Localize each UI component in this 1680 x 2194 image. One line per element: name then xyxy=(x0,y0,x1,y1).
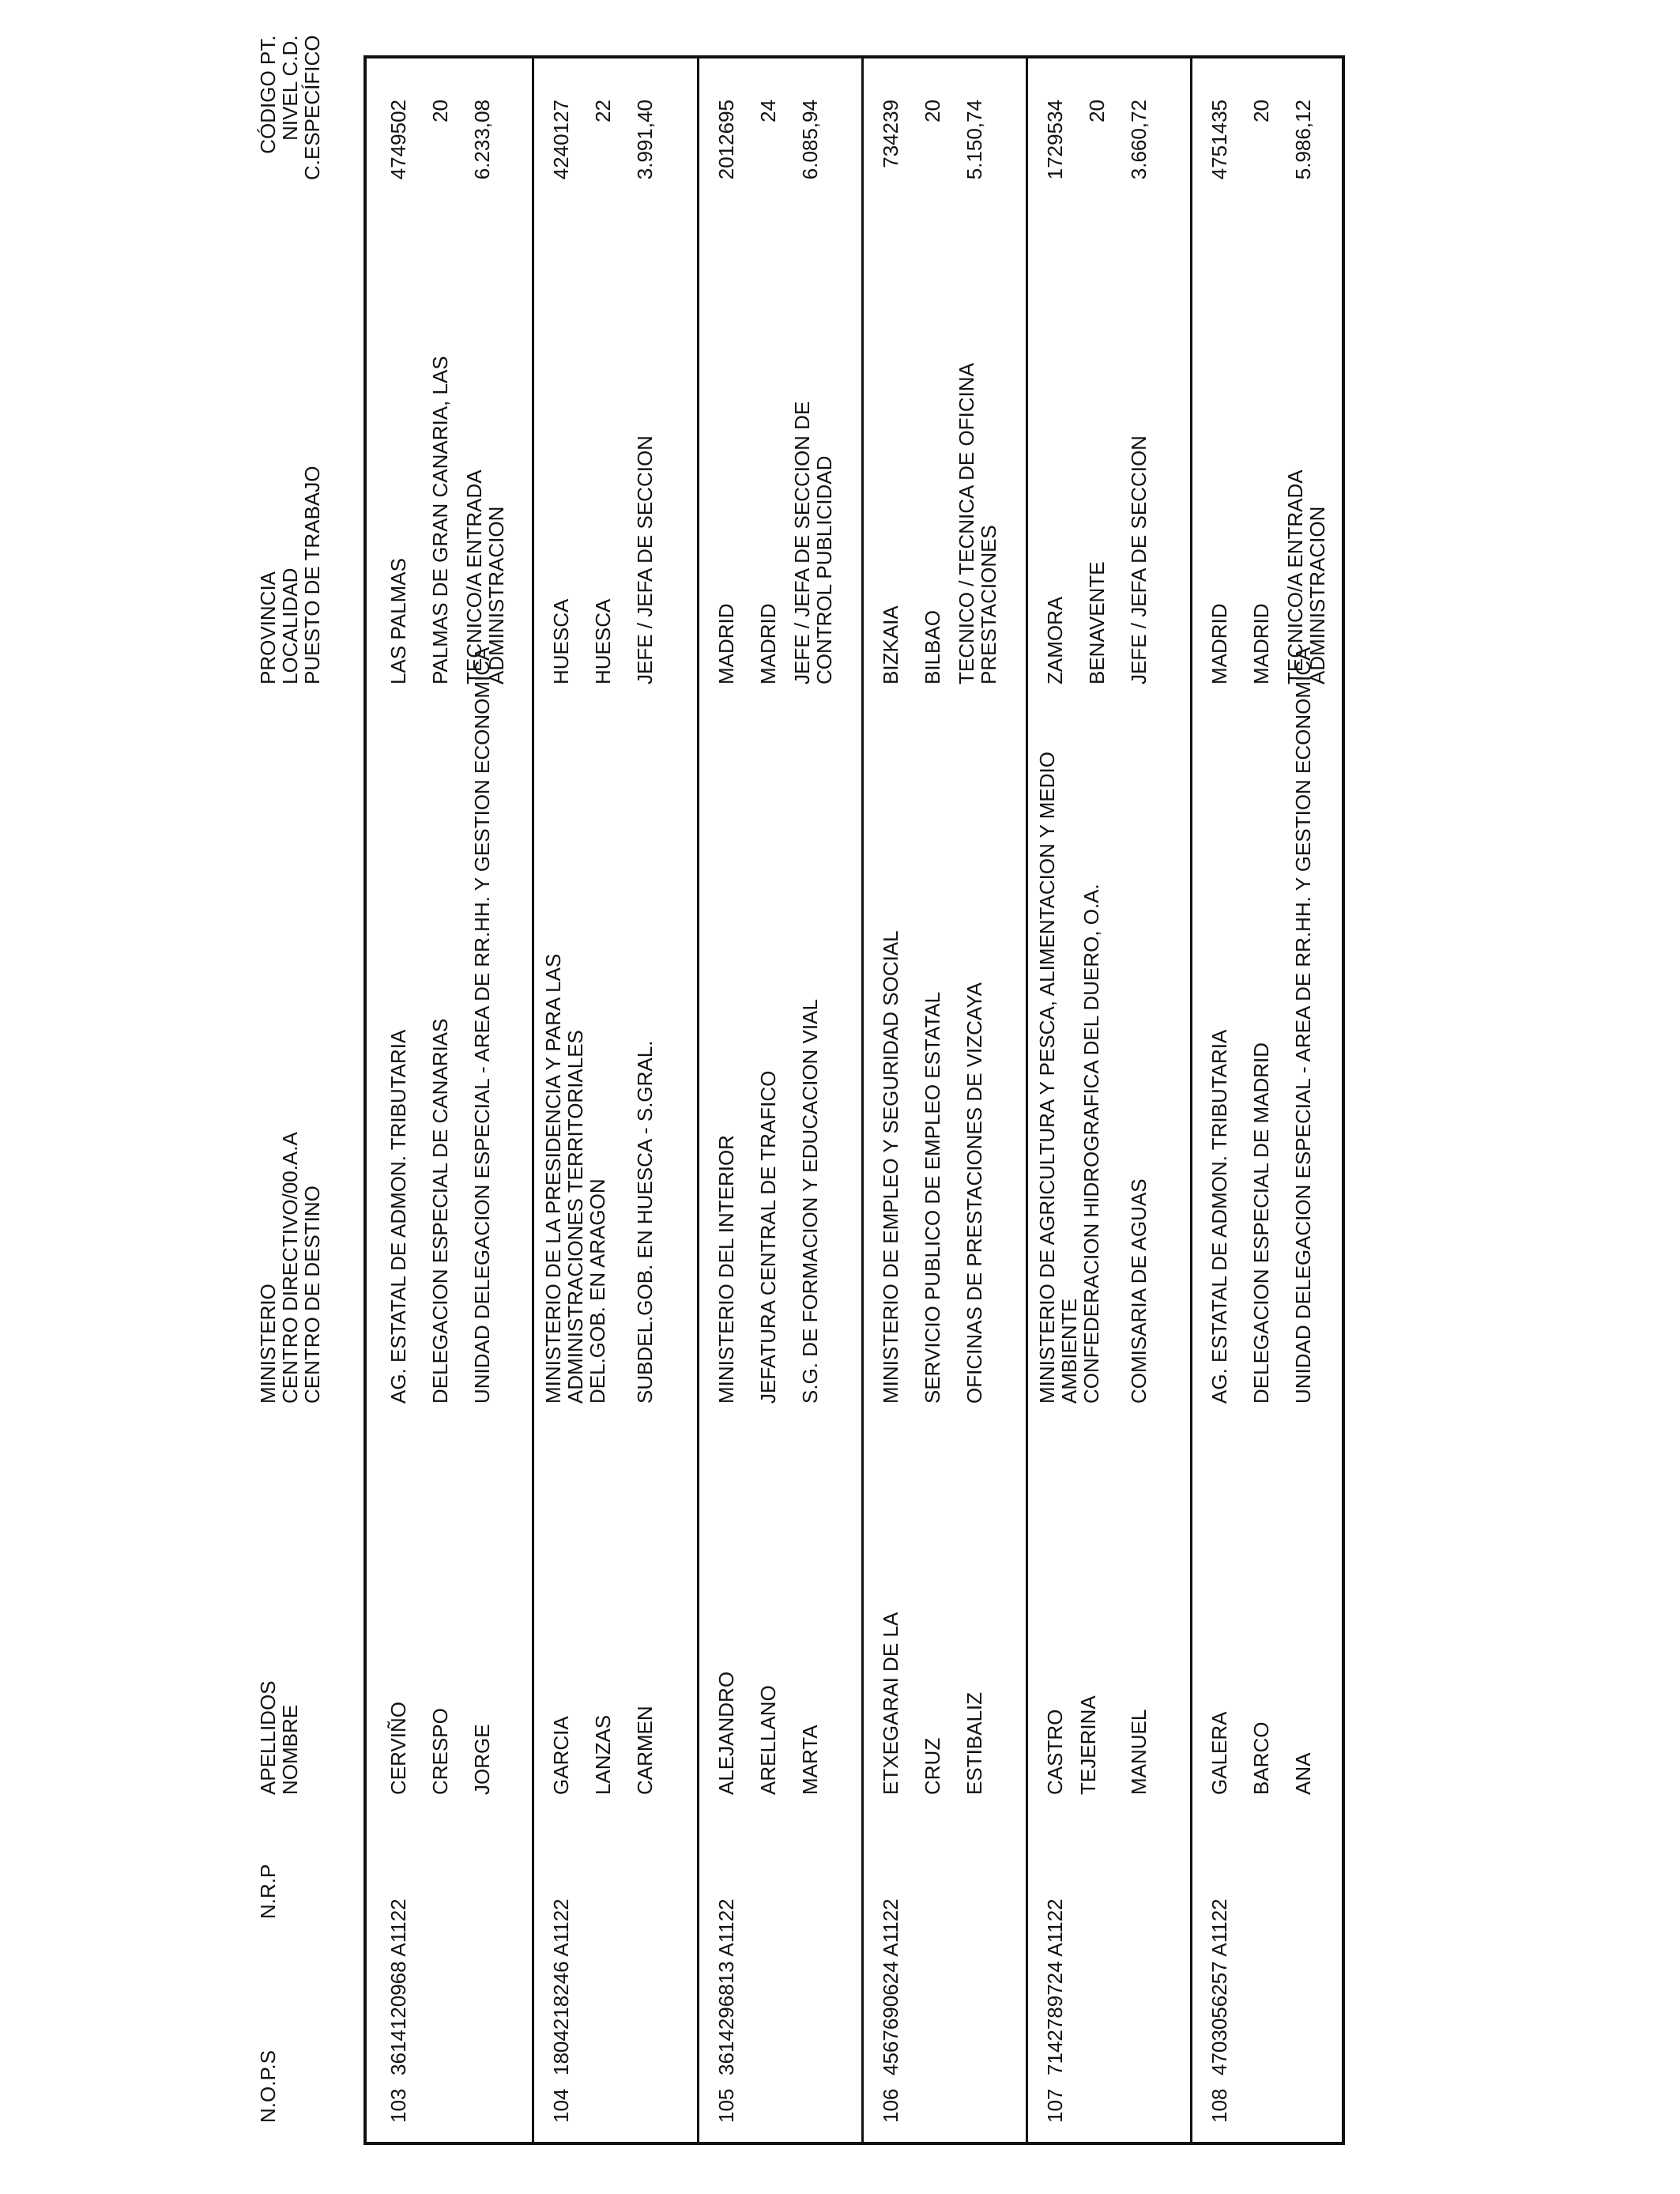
row-divider xyxy=(861,55,864,2145)
row-centro-directivo: DELEGACION ESPECIAL DE MADRID xyxy=(1249,1042,1273,1404)
table-frame xyxy=(363,55,1345,2145)
row-nops: 107 xyxy=(1043,2088,1067,2123)
row-nrp: 4703056257 A1122 xyxy=(1207,1898,1231,2075)
header-codigo: CÓDIGO PT. NIVEL C.D. C.ESPECÍFICO xyxy=(256,35,324,180)
row-nivel: 22 xyxy=(591,100,615,123)
row-nivel: 20 xyxy=(428,100,452,123)
row-divider xyxy=(697,55,699,2145)
row-nombre: CARMEN xyxy=(633,1706,657,1795)
header-ministerio: MINISTERIO CENTRO DIRECTIVO/00.A.A CENTRO DE DESTINO xyxy=(256,1132,324,1404)
row-localidad: MADRID xyxy=(1249,603,1273,684)
row-provincia: BIZKAIA xyxy=(879,605,902,684)
row-centro-directivo: SERVICIO PUBLICO DE EMPLEO ESTATAL xyxy=(921,991,944,1404)
row-nops: 103 xyxy=(386,2088,410,2123)
row-centro-directivo: DEL.GOB. EN ARAGON xyxy=(586,1178,609,1404)
row-provincia: ZAMORA xyxy=(1043,596,1067,684)
header-apellidos: APELLIDOS NOMBRE xyxy=(256,1680,302,1795)
row-localidad: BENAVENTE xyxy=(1085,561,1109,684)
row-apellido2: CRUZ xyxy=(921,1737,944,1795)
row-nrp: 3614296813 A1122 xyxy=(714,1898,738,2075)
row-nivel: 20 xyxy=(1249,100,1273,123)
row-nops: 104 xyxy=(549,2088,573,2123)
row-codigo: 4751435 xyxy=(1207,100,1231,180)
row-ministerio: MINISTERIO DE LA PRESIDENCIA Y PARA LAS ADMINISTRACIONES TERRITORIALES xyxy=(541,953,587,1404)
row-especifico: 6.233,08 xyxy=(470,100,494,180)
row-apellido1: CASTRO xyxy=(1043,1709,1067,1795)
row-codigo: 2012695 xyxy=(714,100,738,180)
row-localidad: BILBAO xyxy=(921,610,944,684)
row-centro-destino: UNIDAD DELEGACION ESPECIAL - AREA DE RR.HH. Y GESTION ECONOMICA xyxy=(1291,647,1315,1404)
row-centro-destino: COMISARIA DE AGUAS xyxy=(1127,1178,1151,1404)
row-centro-destino: SUBDEL.GOB. EN HUESCA - S.GRAL. xyxy=(633,1040,657,1404)
row-nrp: 1804218246 A1122 xyxy=(549,1898,573,2075)
row-apellido1: CERVIÑO xyxy=(386,1702,410,1795)
row-puesto: JEFE / JEFA DE SECCION xyxy=(1127,435,1151,684)
row-nivel: 20 xyxy=(921,100,944,123)
row-centro-destino: OFICINAS DE PRESTACIONES DE VIZCAYA xyxy=(962,982,986,1404)
row-apellido1: GALERA xyxy=(1207,1711,1231,1795)
row-centro-destino: UNIDAD DELEGACION ESPECIAL - AREA DE RR.HH. Y GESTION ECONOMICA xyxy=(470,647,494,1404)
row-codigo: 4749502 xyxy=(386,100,410,180)
row-divider xyxy=(1026,55,1028,2145)
row-nrp: 4567690624 A1122 xyxy=(879,1898,902,2075)
row-puesto: TECNICO/A ENTRADA ADMINISTRACION xyxy=(462,470,508,684)
row-localidad: PALMAS DE GRAN CANARIA, LAS xyxy=(428,356,452,684)
row-nivel: 24 xyxy=(756,100,780,123)
row-apellido1: ETXEGARAI DE LA xyxy=(879,1612,902,1795)
row-centro-directivo: JEFATURA CENTRAL DE TRAFICO xyxy=(756,1070,780,1404)
row-localidad: HUESCA xyxy=(591,598,615,684)
row-nops: 105 xyxy=(714,2088,738,2123)
row-puesto: TECNICO / TECNICA DE OFICINA PRESTACIONES xyxy=(955,364,1000,684)
row-codigo: 734239 xyxy=(879,100,902,168)
row-apellido1: GARCIA xyxy=(549,1716,573,1795)
row-nivel: 20 xyxy=(1085,100,1109,123)
header-nops: N.O.P.S xyxy=(256,2049,280,2123)
row-ministerio: AG. ESTATAL DE ADMON. TRIBUTARIA xyxy=(386,1029,410,1404)
row-nombre: MARTA xyxy=(798,1725,822,1795)
row-provincia: LAS PALMAS xyxy=(386,558,410,684)
row-divider xyxy=(1190,55,1192,2145)
row-especifico: 6.085,94 xyxy=(798,100,822,180)
row-apellido2: ARELLANO xyxy=(756,1685,780,1795)
row-provincia: HUESCA xyxy=(549,598,573,684)
row-provincia: MADRID xyxy=(1207,603,1231,684)
row-nombre: ANA xyxy=(1291,1752,1315,1795)
row-puesto: TECNICO/A ENTRADA ADMINISTRACION xyxy=(1283,470,1329,684)
row-apellido2: TEJERINA xyxy=(1076,1695,1100,1795)
row-ministerio: AG. ESTATAL DE ADMON. TRIBUTARIA xyxy=(1207,1029,1231,1404)
row-especifico: 3.660,72 xyxy=(1127,100,1151,180)
row-ministerio: MINISTERIO DE AGRICULTURA Y PESCA, ALIMENTACION Y MEDIO AMBIENTE xyxy=(1035,752,1081,1404)
row-nombre: MANUEL xyxy=(1127,1709,1151,1795)
row-nombre: JORGE xyxy=(470,1724,494,1795)
row-centro-destino: S.G. DE FORMACION Y EDUCACION VIAL xyxy=(798,999,822,1404)
row-apellido2: BARCO xyxy=(1249,1721,1273,1795)
row-centro-directivo: DELEGACION ESPECIAL DE CANARIAS xyxy=(428,1018,452,1404)
row-puesto: JEFE / JEFA DE SECCION DE CONTROL PUBLICIDAD xyxy=(790,401,836,684)
row-puesto: JEFE / JEFA DE SECCION xyxy=(633,435,657,684)
header-nrp: N.R.P xyxy=(256,1864,280,1919)
row-especifico: 3.991,40 xyxy=(633,100,657,180)
row-centro-directivo: CONFEDERACION HIDROGRAFICA DEL DUERO, O.A. xyxy=(1079,884,1103,1404)
row-apellido2: LANZAS xyxy=(591,1714,615,1795)
table-header xyxy=(0,0,371,2194)
row-nombre: ESTIBALIZ xyxy=(962,1691,986,1795)
row-divider xyxy=(532,55,534,2145)
row-codigo: 1729534 xyxy=(1043,100,1067,180)
row-ministerio: MINISTERIO DEL INTERIOR xyxy=(714,1135,738,1404)
row-ministerio: MINISTERIO DE EMPLEO Y SEGURIDAD SOCIAL xyxy=(879,930,902,1404)
row-especifico: 5.986,12 xyxy=(1291,100,1315,180)
row-apellido1: ALEJANDRO xyxy=(714,1671,738,1795)
row-apellido2: CRESPO xyxy=(428,1708,452,1795)
row-nrp: 3614120968 A1122 xyxy=(386,1898,410,2075)
row-nops: 106 xyxy=(879,2088,902,2123)
row-nrp: 7142789724 A1122 xyxy=(1043,1898,1067,2075)
header-provincia: PROVINCIA LOCALIDAD PUESTO DE TRABAJO xyxy=(256,466,324,684)
row-nops: 108 xyxy=(1207,2088,1231,2123)
row-codigo: 4240127 xyxy=(549,100,573,180)
row-localidad: MADRID xyxy=(756,603,780,684)
row-provincia: MADRID xyxy=(714,603,738,684)
row-especifico: 5.150,74 xyxy=(962,100,986,180)
